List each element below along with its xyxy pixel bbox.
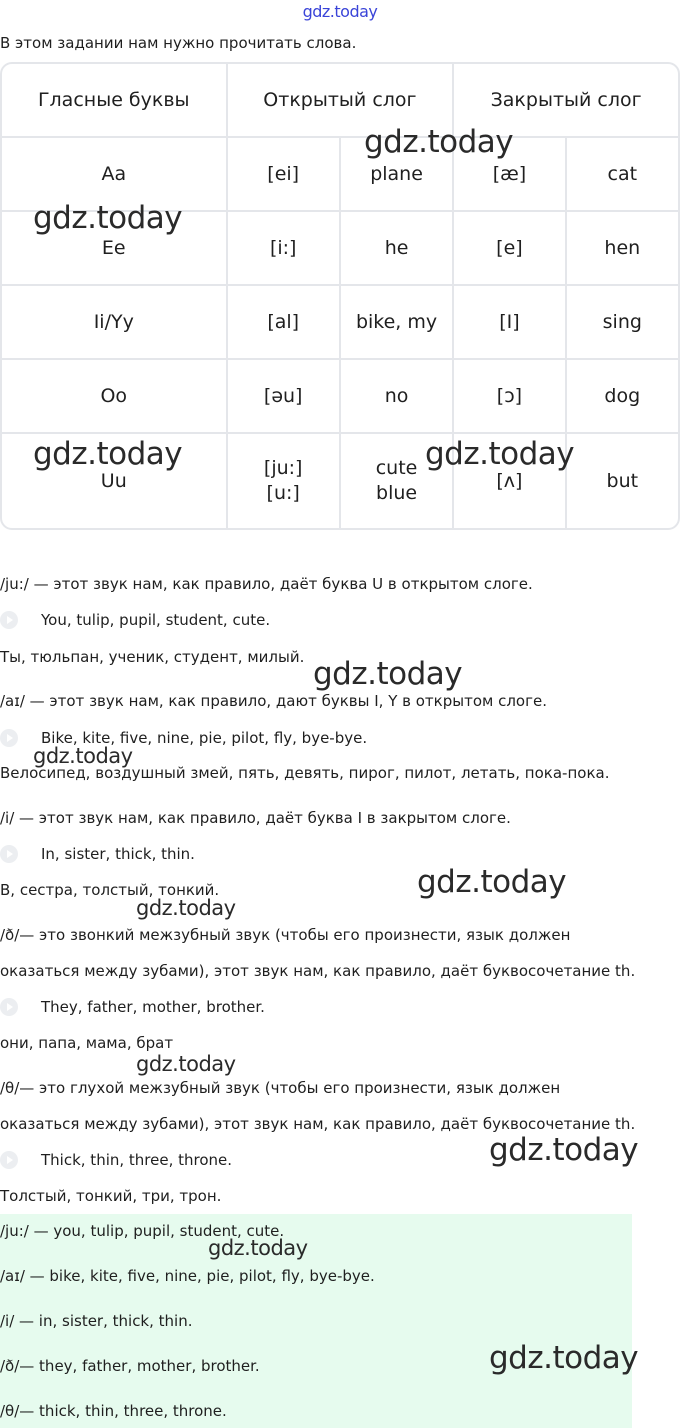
open-sound: [al]	[228, 286, 341, 360]
answer-line: /ju:/ — you, tulip, pupil, student, cute.	[0, 1222, 285, 1240]
rule-text: /ð/— это звонкий межзубный звук (чтобы его произнести, язык должен	[0, 926, 571, 944]
closed-sound: [ɔ]	[454, 360, 566, 434]
intro-text: В этом задании нам нужно прочитать слова.	[0, 34, 357, 52]
table-row	[2, 286, 678, 360]
open-word: he	[341, 212, 454, 286]
closed-word: but	[606, 470, 639, 492]
translation-text: Ты, тюльпан, ученик, студент, милый.	[0, 648, 305, 666]
open-sound: [ei]	[228, 138, 341, 212]
play-icon[interactable]	[0, 998, 18, 1016]
table-row	[2, 212, 678, 286]
watermark: gdz.today	[33, 436, 183, 472]
open-word-line: cute	[375, 457, 418, 479]
header-open-syllable: Открытый слог	[228, 64, 455, 138]
play-icon[interactable]	[0, 729, 18, 747]
answer-line: /θ/— thick, thin, three, throne.	[0, 1402, 227, 1420]
closed-word: hen	[567, 212, 678, 286]
vowel-letter: Uu	[2, 434, 228, 528]
example-line	[0, 845, 195, 863]
closed-sound: [ʌ]	[454, 434, 566, 528]
open-word	[341, 434, 454, 528]
watermark: gdz.today	[313, 656, 463, 692]
watermark: gdz.today	[364, 124, 514, 160]
table-header-row	[2, 64, 678, 138]
open-sound-line: [ju:]	[263, 457, 303, 479]
watermark: gdz.today	[489, 1132, 639, 1168]
answer-line: /i/ — in, sister, thick, thin.	[0, 1312, 193, 1330]
example-words: They, father, mother, brother.	[41, 998, 265, 1016]
watermark: gdz.today	[417, 864, 567, 900]
watermark: gdz.today	[33, 200, 183, 236]
watermark: gdz.today	[489, 1340, 639, 1376]
example-line	[0, 998, 265, 1016]
translation-text: Толстый, тонкий, три, трон.	[0, 1187, 222, 1205]
example-words: Bike, kite, five, nine, pie, pilot, fly, bye-bye.	[41, 729, 368, 747]
watermark: gdz.today	[33, 744, 133, 768]
play-icon[interactable]	[0, 611, 18, 629]
closed-word: cat	[567, 138, 678, 212]
example-line	[0, 1151, 232, 1169]
translation-text: В, сестра, толстый, тонкий.	[0, 881, 220, 899]
open-sound: [əu]	[228, 360, 341, 434]
watermark: gdz.today	[425, 436, 575, 472]
example-line	[0, 729, 367, 747]
site-logo[interactable]: gdz.today	[302, 2, 378, 21]
vowel-letter: Aa	[2, 138, 228, 212]
vowel-letter: Ee	[2, 212, 228, 286]
table-row	[2, 138, 678, 212]
rule-text: оказаться между зубами), этот звук нам, как правило, даёт буквосочетание th.	[0, 962, 636, 980]
play-icon[interactable]	[0, 1151, 18, 1169]
vowel-letter: Ii/Yy	[2, 286, 228, 360]
answer-box	[0, 1214, 632, 1428]
closed-word: dog	[567, 360, 678, 434]
closed-sound: [e]	[454, 212, 566, 286]
closed-word: sing	[567, 286, 678, 360]
example-words: In, sister, thick, thin.	[41, 845, 195, 863]
rule-text: /aɪ/ — этот звук нам, как правило, дают буквы I, Y в открытом слоге.	[0, 692, 547, 710]
translation-text: они, папа, мама, брат	[0, 1034, 174, 1052]
table-row	[2, 360, 678, 434]
translation-text: Велосипед, воздушный змей, пять, девять, пирог, пилот, летать, пока-пока.	[0, 764, 610, 782]
header-vowels: Гласные буквы	[2, 64, 228, 138]
open-word: plane	[341, 138, 454, 212]
answer-line: /ð/— they, father, mother, brother.	[0, 1357, 260, 1375]
header-closed-syllable: Закрытый слог	[454, 64, 678, 138]
watermark: gdz.today	[136, 896, 236, 920]
closed-sound: [æ]	[454, 138, 566, 212]
play-icon[interactable]	[0, 845, 18, 863]
vowel-table	[0, 62, 680, 530]
example-words: Thick, thin, three, throne.	[41, 1151, 233, 1169]
open-word: no	[341, 360, 454, 434]
closed-sound: [I]	[454, 286, 566, 360]
example-line	[0, 611, 270, 629]
watermark: gdz.today	[208, 1236, 308, 1260]
rule-text: /θ/— это глухой межзубный звук (чтобы его произнести, язык должен	[0, 1079, 561, 1097]
open-word-line: blue	[376, 482, 418, 504]
watermark: gdz.today	[136, 1052, 236, 1076]
open-word: bike, my	[341, 286, 454, 360]
rule-text: оказаться между зубами), этот звук нам, как правило, даёт буквосочетание th.	[0, 1115, 636, 1133]
rule-text: /ju:/ — этот звук нам, как правило, даёт буква U в открытом слоге.	[0, 575, 533, 593]
rule-text: /i/ — этот звук нам, как правило, даёт буква I в закрытом слоге.	[0, 809, 511, 827]
open-sound: [i:]	[228, 212, 341, 286]
open-sound-line: [u:]	[266, 482, 300, 504]
vowel-letter: Oo	[2, 360, 228, 434]
example-words: You, tulip, pupil, student, cute.	[41, 611, 271, 629]
table-row	[2, 434, 678, 528]
open-sound	[228, 434, 341, 528]
answer-line: /aɪ/ — bike, kite, five, nine, pie, pilot, fly, bye-bye.	[0, 1267, 375, 1285]
